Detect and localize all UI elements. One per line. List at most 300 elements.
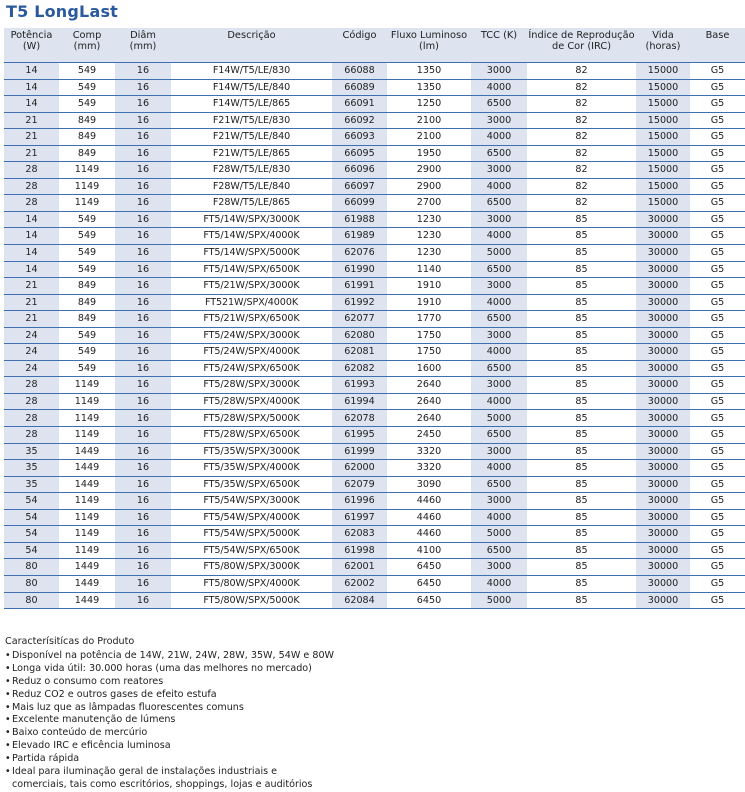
table-row — [4, 493, 745, 510]
cell-codigo: 61994 — [332, 393, 387, 410]
cell-tcc: 5000 — [471, 410, 527, 427]
cell-diam: 16 — [115, 245, 171, 262]
cell-codigo: 62081 — [332, 344, 387, 361]
cell-codigo: 62084 — [332, 592, 387, 609]
cell-irc: 85 — [527, 443, 636, 460]
cell-irc: 85 — [527, 311, 636, 328]
cell-irc: 85 — [527, 327, 636, 344]
cell-descricao: F14W/T5/LE/830 — [171, 63, 332, 80]
table-row — [4, 427, 745, 444]
header-codigo: Código — [332, 28, 387, 63]
table-row — [4, 211, 745, 228]
cell-codigo: 61990 — [332, 261, 387, 278]
table-row — [4, 559, 745, 576]
cell-tcc: 6500 — [471, 96, 527, 113]
cell-descricao: FT5/21W/SPX/3000K — [171, 278, 332, 295]
cell-tcc: 4000 — [471, 393, 527, 410]
cell-comp: 549 — [59, 344, 115, 361]
cell-tcc: 4000 — [471, 344, 527, 361]
cell-descricao: F21W/T5/LE/830 — [171, 112, 332, 129]
cell-fluxo: 4460 — [387, 509, 471, 526]
cell-irc: 82 — [527, 162, 636, 179]
cell-descricao: FT5/80W/SPX/4000K — [171, 575, 332, 592]
cell-comp: 849 — [59, 112, 115, 129]
table-row — [4, 592, 745, 609]
feature-item: • Disponível na potência de 14W, 21W, 24W, 28W, 35W, 54W e 80W — [5, 650, 334, 663]
cell-vida: 15000 — [636, 79, 690, 96]
table-row — [4, 112, 745, 129]
cell-fluxo: 2450 — [387, 427, 471, 444]
cell-codigo: 61997 — [332, 509, 387, 526]
cell-irc: 85 — [527, 261, 636, 278]
cell-diam: 16 — [115, 493, 171, 510]
cell-codigo: 61996 — [332, 493, 387, 510]
cell-diam: 16 — [115, 294, 171, 311]
cell-irc: 82 — [527, 112, 636, 129]
cell-codigo: 66091 — [332, 96, 387, 113]
cell-fluxo: 6450 — [387, 592, 471, 609]
cell-irc: 85 — [527, 360, 636, 377]
cell-base: G5 — [690, 575, 745, 592]
cell-descricao: FT5/24W/SPX/6500K — [171, 360, 332, 377]
cell-fluxo: 1910 — [387, 278, 471, 295]
cell-codigo: 66095 — [332, 145, 387, 162]
feature-item: • Reduz CO2 e outros gases de efeito estufa — [5, 689, 334, 702]
cell-base: G5 — [690, 79, 745, 96]
cell-potencia: 35 — [4, 476, 59, 493]
cell-descricao: FT5/54W/SPX/3000K — [171, 493, 332, 510]
table-row — [4, 327, 745, 344]
cell-comp: 549 — [59, 228, 115, 245]
cell-base: G5 — [690, 261, 745, 278]
cell-comp: 849 — [59, 294, 115, 311]
cell-tcc: 4000 — [471, 79, 527, 96]
cell-vida: 30000 — [636, 393, 690, 410]
table-row — [4, 410, 745, 427]
cell-base: G5 — [690, 311, 745, 328]
cell-potencia: 28 — [4, 410, 59, 427]
table-row — [4, 129, 745, 146]
feature-item: • Longa vida útil: 30.000 horas (uma das melhores no mercado) — [5, 663, 334, 676]
cell-fluxo: 3320 — [387, 460, 471, 477]
cell-descricao: F28W/T5/LE/865 — [171, 195, 332, 212]
cell-vida: 30000 — [636, 509, 690, 526]
cell-tcc: 6500 — [471, 311, 527, 328]
cell-irc: 85 — [527, 410, 636, 427]
cell-irc: 85 — [527, 493, 636, 510]
cell-diam: 16 — [115, 278, 171, 295]
cell-irc: 85 — [527, 559, 636, 576]
cell-descricao: FT5/35W/SPX/6500K — [171, 476, 332, 493]
table-row — [4, 261, 745, 278]
cell-descricao: FT5/14W/SPX/6500K — [171, 261, 332, 278]
cell-irc: 82 — [527, 129, 636, 146]
cell-tcc: 4000 — [471, 178, 527, 195]
table-row — [4, 526, 745, 543]
cell-fluxo: 2640 — [387, 393, 471, 410]
cell-fluxo: 3320 — [387, 443, 471, 460]
cell-codigo: 62076 — [332, 245, 387, 262]
cell-base: G5 — [690, 360, 745, 377]
product-features — [5, 636, 334, 792]
cell-fluxo: 2640 — [387, 377, 471, 394]
table-row — [4, 79, 745, 96]
cell-potencia: 54 — [4, 509, 59, 526]
cell-base: G5 — [690, 195, 745, 212]
table-row — [4, 575, 745, 592]
cell-comp: 1149 — [59, 427, 115, 444]
header-descricao: Descrição — [171, 28, 332, 63]
table-row — [4, 476, 745, 493]
spec-table — [4, 28, 745, 609]
cell-potencia: 14 — [4, 261, 59, 278]
cell-tcc: 4000 — [471, 460, 527, 477]
cell-irc: 82 — [527, 79, 636, 96]
header-diam: Diâm (mm) — [115, 28, 171, 63]
cell-codigo: 66089 — [332, 79, 387, 96]
cell-descricao: FT5/28W/SPX/5000K — [171, 410, 332, 427]
cell-comp: 1149 — [59, 393, 115, 410]
cell-diam: 16 — [115, 410, 171, 427]
cell-irc: 85 — [527, 542, 636, 559]
cell-comp: 849 — [59, 145, 115, 162]
cell-vida: 30000 — [636, 360, 690, 377]
cell-fluxo: 1230 — [387, 228, 471, 245]
cell-comp: 1449 — [59, 592, 115, 609]
cell-base: G5 — [690, 476, 745, 493]
feature-item: comerciais, tais como escritórios, shoppings, lojas e auditórios — [12, 778, 313, 790]
cell-vida: 15000 — [636, 129, 690, 146]
cell-descricao: F21W/T5/LE/865 — [171, 145, 332, 162]
cell-diam: 16 — [115, 344, 171, 361]
cell-irc: 85 — [527, 476, 636, 493]
cell-codigo: 66093 — [332, 129, 387, 146]
table-row — [4, 344, 745, 361]
cell-comp: 1149 — [59, 509, 115, 526]
feature-item: • Elevado IRC e eficência luminosa — [5, 740, 334, 753]
cell-diam: 16 — [115, 377, 171, 394]
cell-tcc: 4000 — [471, 294, 527, 311]
cell-fluxo: 4460 — [387, 526, 471, 543]
cell-irc: 85 — [527, 294, 636, 311]
cell-descricao: F28W/T5/LE/830 — [171, 162, 332, 179]
cell-diam: 16 — [115, 427, 171, 444]
cell-potencia: 14 — [4, 63, 59, 80]
cell-tcc: 3000 — [471, 211, 527, 228]
cell-base: G5 — [690, 228, 745, 245]
cell-fluxo: 6450 — [387, 575, 471, 592]
cell-codigo: 62002 — [332, 575, 387, 592]
cell-tcc: 3000 — [471, 162, 527, 179]
cell-potencia: 21 — [4, 129, 59, 146]
cell-base: G5 — [690, 278, 745, 295]
table-row — [4, 63, 745, 80]
cell-diam: 16 — [115, 228, 171, 245]
cell-comp: 1149 — [59, 410, 115, 427]
table-row — [4, 162, 745, 179]
cell-base: G5 — [690, 96, 745, 113]
cell-base: G5 — [690, 559, 745, 576]
features-title: Caracterísitícas do Produto — [5, 636, 135, 647]
cell-diam: 16 — [115, 112, 171, 129]
cell-comp: 1149 — [59, 162, 115, 179]
table-row — [4, 278, 745, 295]
header-potencia: Potência (W) — [4, 28, 59, 63]
cell-fluxo: 3090 — [387, 476, 471, 493]
cell-diam: 16 — [115, 63, 171, 80]
cell-diam: 16 — [115, 542, 171, 559]
cell-descricao: F14W/T5/LE/840 — [171, 79, 332, 96]
cell-potencia: 80 — [4, 592, 59, 609]
cell-diam: 16 — [115, 509, 171, 526]
cell-descricao: FT5/35W/SPX/3000K — [171, 443, 332, 460]
cell-irc: 85 — [527, 427, 636, 444]
feature-item: • Mais luz que as lâmpadas fluorescentes comuns — [5, 702, 334, 715]
cell-comp: 1449 — [59, 575, 115, 592]
cell-diam: 16 — [115, 575, 171, 592]
cell-vida: 15000 — [636, 112, 690, 129]
cell-potencia: 28 — [4, 178, 59, 195]
cell-vida: 30000 — [636, 542, 690, 559]
cell-potencia: 28 — [4, 427, 59, 444]
cell-base: G5 — [690, 493, 745, 510]
cell-descricao: FT5/21W/SPX/6500K — [171, 311, 332, 328]
cell-diam: 16 — [115, 526, 171, 543]
table-row — [4, 377, 745, 394]
cell-descricao: FT5/14W/SPX/4000K — [171, 228, 332, 245]
cell-fluxo: 2900 — [387, 162, 471, 179]
cell-tcc: 6500 — [471, 427, 527, 444]
cell-tcc: 6500 — [471, 360, 527, 377]
cell-base: G5 — [690, 344, 745, 361]
cell-comp: 849 — [59, 278, 115, 295]
cell-vida: 30000 — [636, 211, 690, 228]
table-body — [4, 63, 745, 609]
cell-potencia: 21 — [4, 278, 59, 295]
cell-fluxo: 6450 — [387, 559, 471, 576]
cell-vida: 15000 — [636, 145, 690, 162]
cell-fluxo: 1250 — [387, 96, 471, 113]
cell-comp: 549 — [59, 261, 115, 278]
cell-potencia: 28 — [4, 195, 59, 212]
feature-item: • Baixo conteúdo de mercúrio — [5, 727, 334, 740]
cell-diam: 16 — [115, 476, 171, 493]
feature-item: • Partida rápida — [5, 753, 334, 766]
cell-irc: 85 — [527, 575, 636, 592]
cell-potencia: 54 — [4, 493, 59, 510]
cell-codigo: 61991 — [332, 278, 387, 295]
cell-vida: 15000 — [636, 195, 690, 212]
cell-irc: 82 — [527, 96, 636, 113]
cell-descricao: F14W/T5/LE/865 — [171, 96, 332, 113]
table-row — [4, 311, 745, 328]
cell-descricao: F28W/T5/LE/840 — [171, 178, 332, 195]
cell-tcc: 3000 — [471, 493, 527, 510]
cell-diam: 16 — [115, 79, 171, 96]
cell-comp: 1449 — [59, 460, 115, 477]
cell-potencia: 14 — [4, 211, 59, 228]
cell-potencia: 80 — [4, 559, 59, 576]
table-row — [4, 443, 745, 460]
cell-descricao: FT5/24W/SPX/3000K — [171, 327, 332, 344]
cell-comp: 1149 — [59, 377, 115, 394]
cell-base: G5 — [690, 443, 745, 460]
cell-fluxo: 2700 — [387, 195, 471, 212]
header-comp: Comp (mm) — [59, 28, 115, 63]
cell-diam: 16 — [115, 162, 171, 179]
cell-irc: 85 — [527, 344, 636, 361]
cell-diam: 16 — [115, 211, 171, 228]
table-row — [4, 145, 745, 162]
cell-vida: 30000 — [636, 327, 690, 344]
cell-base: G5 — [690, 129, 745, 146]
cell-tcc: 4000 — [471, 228, 527, 245]
cell-irc: 85 — [527, 245, 636, 262]
table-row — [4, 96, 745, 113]
cell-fluxo: 1750 — [387, 344, 471, 361]
header-vida: Vida (horas) — [636, 28, 690, 63]
feature-item: • Excelente manutenção de lúmens — [5, 714, 334, 727]
cell-descricao: FT5/28W/SPX/4000K — [171, 393, 332, 410]
cell-comp: 1149 — [59, 526, 115, 543]
cell-descricao: FT5/28W/SPX/3000K — [171, 377, 332, 394]
cell-vida: 30000 — [636, 526, 690, 543]
features-list — [5, 650, 334, 792]
cell-diam: 16 — [115, 559, 171, 576]
table-header-row — [4, 28, 745, 63]
cell-diam: 16 — [115, 360, 171, 377]
cell-diam: 16 — [115, 311, 171, 328]
cell-potencia: 24 — [4, 344, 59, 361]
cell-vida: 30000 — [636, 294, 690, 311]
cell-fluxo: 1350 — [387, 79, 471, 96]
table-row — [4, 460, 745, 477]
cell-fluxo: 1770 — [387, 311, 471, 328]
cell-diam: 16 — [115, 178, 171, 195]
cell-comp: 549 — [59, 63, 115, 80]
cell-tcc: 6500 — [471, 195, 527, 212]
cell-potencia: 21 — [4, 112, 59, 129]
cell-codigo: 62082 — [332, 360, 387, 377]
cell-fluxo: 1910 — [387, 294, 471, 311]
cell-base: G5 — [690, 178, 745, 195]
cell-codigo: 62079 — [332, 476, 387, 493]
cell-irc: 85 — [527, 460, 636, 477]
cell-potencia: 54 — [4, 542, 59, 559]
cell-comp: 1449 — [59, 559, 115, 576]
cell-vida: 30000 — [636, 443, 690, 460]
cell-base: G5 — [690, 542, 745, 559]
cell-potencia: 28 — [4, 162, 59, 179]
cell-tcc: 6500 — [471, 145, 527, 162]
cell-base: G5 — [690, 410, 745, 427]
header-base: Base — [690, 28, 745, 63]
cell-comp: 1449 — [59, 476, 115, 493]
cell-descricao: FT5/54W/SPX/5000K — [171, 526, 332, 543]
cell-irc: 85 — [527, 509, 636, 526]
cell-irc: 85 — [527, 211, 636, 228]
cell-irc: 82 — [527, 63, 636, 80]
cell-codigo: 62001 — [332, 559, 387, 576]
header-irc: Índice de Reprodução de Cor (IRC) — [527, 28, 636, 63]
cell-irc: 82 — [527, 178, 636, 195]
cell-codigo: 61998 — [332, 542, 387, 559]
cell-base: G5 — [690, 294, 745, 311]
cell-comp: 1149 — [59, 195, 115, 212]
cell-comp: 549 — [59, 327, 115, 344]
cell-vida: 15000 — [636, 63, 690, 80]
cell-potencia: 21 — [4, 145, 59, 162]
cell-diam: 16 — [115, 443, 171, 460]
cell-fluxo: 2900 — [387, 178, 471, 195]
cell-descricao: FT5/80W/SPX/5000K — [171, 592, 332, 609]
cell-codigo: 66096 — [332, 162, 387, 179]
cell-comp: 549 — [59, 211, 115, 228]
cell-vida: 30000 — [636, 427, 690, 444]
table-row — [4, 228, 745, 245]
cell-tcc: 3000 — [471, 278, 527, 295]
table-row — [4, 195, 745, 212]
cell-fluxo: 4100 — [387, 542, 471, 559]
cell-base: G5 — [690, 427, 745, 444]
cell-base: G5 — [690, 509, 745, 526]
cell-comp: 549 — [59, 79, 115, 96]
cell-descricao: FT5/28W/SPX/6500K — [171, 427, 332, 444]
cell-codigo: 61992 — [332, 294, 387, 311]
cell-potencia: 14 — [4, 96, 59, 113]
cell-fluxo: 1230 — [387, 245, 471, 262]
cell-diam: 16 — [115, 195, 171, 212]
cell-codigo: 61999 — [332, 443, 387, 460]
table-row — [4, 178, 745, 195]
cell-diam: 16 — [115, 592, 171, 609]
cell-tcc: 6500 — [471, 476, 527, 493]
cell-diam: 16 — [115, 96, 171, 113]
table-row — [4, 294, 745, 311]
cell-vida: 15000 — [636, 96, 690, 113]
cell-codigo: 61989 — [332, 228, 387, 245]
cell-vida: 30000 — [636, 460, 690, 477]
cell-vida: 30000 — [636, 344, 690, 361]
cell-fluxo: 1950 — [387, 145, 471, 162]
page-title: T5 LongLast — [6, 2, 119, 21]
cell-codigo: 62083 — [332, 526, 387, 543]
cell-tcc: 3000 — [471, 377, 527, 394]
cell-vida: 30000 — [636, 278, 690, 295]
cell-base: G5 — [690, 162, 745, 179]
cell-vida: 30000 — [636, 311, 690, 328]
cell-base: G5 — [690, 145, 745, 162]
cell-potencia: 24 — [4, 360, 59, 377]
cell-vida: 30000 — [636, 476, 690, 493]
cell-fluxo: 1230 — [387, 211, 471, 228]
cell-tcc: 4000 — [471, 575, 527, 592]
cell-fluxo: 1600 — [387, 360, 471, 377]
cell-potencia: 35 — [4, 443, 59, 460]
cell-base: G5 — [690, 245, 745, 262]
cell-base: G5 — [690, 63, 745, 80]
cell-base: G5 — [690, 112, 745, 129]
cell-fluxo: 2100 — [387, 129, 471, 146]
cell-comp: 849 — [59, 311, 115, 328]
cell-irc: 85 — [527, 393, 636, 410]
cell-fluxo: 1750 — [387, 327, 471, 344]
table-row — [4, 245, 745, 262]
cell-comp: 1149 — [59, 493, 115, 510]
cell-diam: 16 — [115, 327, 171, 344]
cell-comp: 1149 — [59, 542, 115, 559]
cell-base: G5 — [690, 377, 745, 394]
